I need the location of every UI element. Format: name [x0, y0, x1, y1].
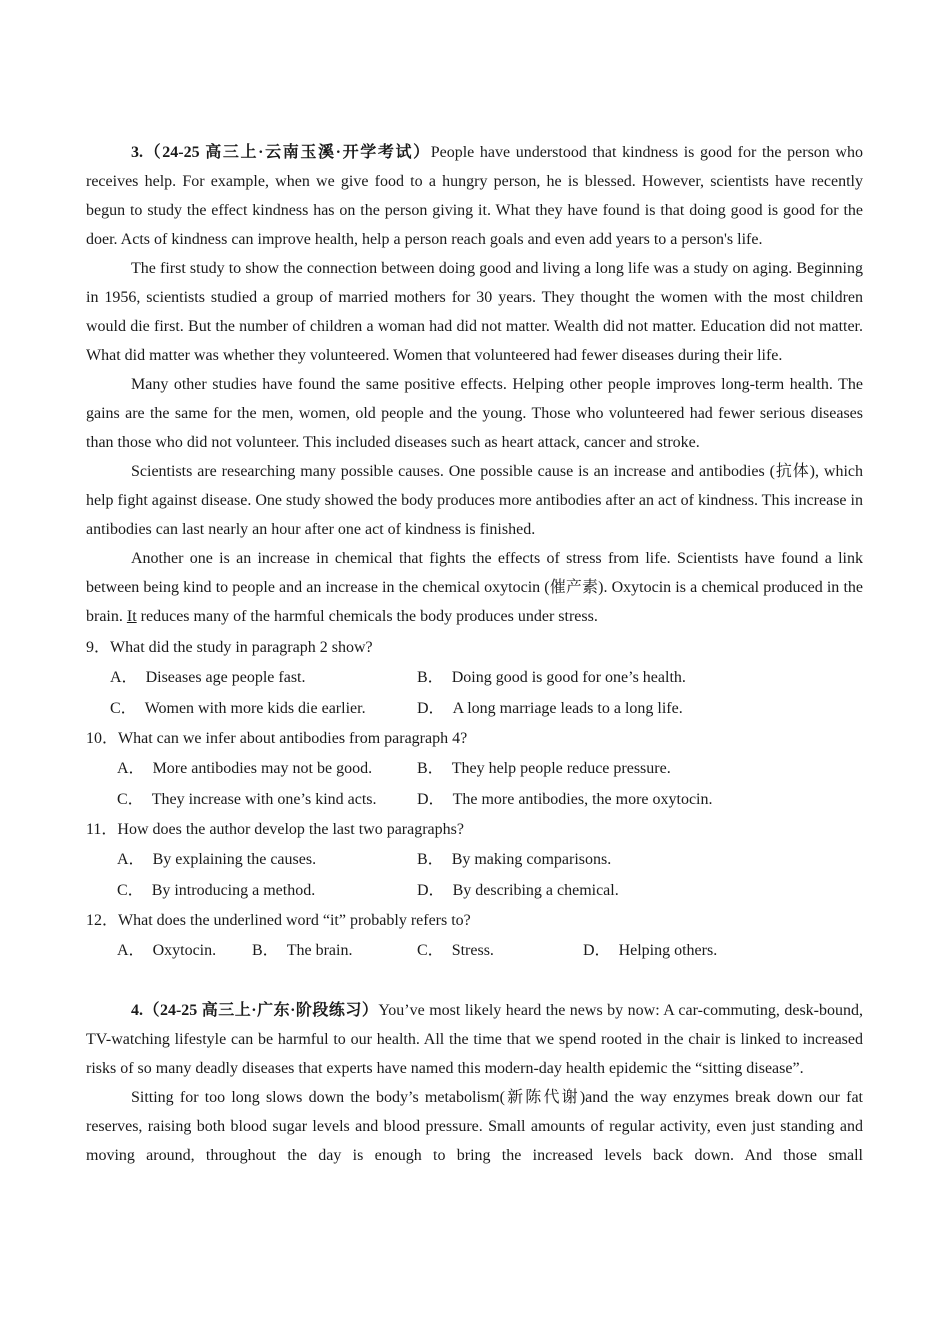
option-letter: D．: [417, 882, 445, 899]
question-number: 9．: [86, 639, 111, 656]
option-letter: B．: [252, 942, 279, 959]
option-letter: B．: [417, 669, 444, 686]
question-stem: [86, 906, 863, 935]
passage3-paragraph-1: [86, 138, 863, 254]
option-text: By introducing a method.: [151, 882, 316, 899]
question-stem: [86, 633, 863, 662]
question-number: 12．: [86, 912, 119, 929]
option-a[interactable]: [110, 662, 306, 693]
option-a[interactable]: [117, 935, 216, 966]
option-text: Stress.: [451, 942, 494, 959]
passage4-paragraph-1: [86, 996, 863, 1083]
passage4-p1-text: You’ve most likely heard the news by now: A car-commuting, desk-bound, TV-watching lifestyle can be harmful to our health. All the time that we spend rooted in the chair is linked to increased risks of so many deadly diseases that experts have named this modern-day health epidemic the “sitting disease”.: [86, 1002, 863, 1077]
question-11: [86, 815, 863, 906]
option-letter: C．: [117, 791, 144, 808]
section-gap: [86, 966, 863, 996]
option-letter: D．: [417, 791, 445, 808]
option-letter: A．: [117, 851, 145, 868]
option-d[interactable]: [417, 784, 713, 815]
options-row: [86, 844, 863, 875]
option-letter: A．: [117, 942, 145, 959]
option-c[interactable]: [117, 784, 377, 815]
option-text: By making comparisons.: [451, 851, 612, 868]
option-b[interactable]: [417, 662, 686, 693]
passage3-p5-before: Another one is an increase in chemical that fights the effects of stress from life. Scientists have found a link between being kind to people and an increase in the chemical oxytocin (催产素). Oxytocin is a chemical produced in the brain.: [86, 550, 863, 625]
passage3-paragraph-5: [86, 544, 863, 631]
option-text: The brain.: [286, 942, 353, 959]
passage3-label: 3.（24-25 高三上·云南玉溪·开学考试）: [131, 144, 431, 161]
passage4-paragraph-2: Sitting for too long slows down the body’s metabolism(新陈代谢)and the way enzymes break down our fat reserves, raising both blood sugar levels and blood pressure. Small amounts of regular activity, even just standing and moving around, throughout the day is enough to bring the increased levels back down. And those small: [86, 1089, 863, 1164]
option-text: Doing good is good for one’s health.: [451, 669, 686, 686]
option-text: Diseases age people fast.: [145, 669, 306, 686]
option-text: By describing a chemical.: [452, 882, 619, 899]
options-row: [86, 693, 863, 724]
passage3-paragraph-3: Many other studies have found the same positive effects. Helping other people improves long-term health. The gains are the same for the men, women, old people and the young. Those who volunteered had fewer serious diseases than those who did not volunteer. This included diseases such as heart attack, cancer and stroke.: [86, 376, 863, 451]
option-letter: B．: [417, 760, 444, 777]
question-number: 11．: [86, 821, 118, 838]
option-text: The more antibodies, the more oxytocin.: [452, 791, 713, 808]
options-row: [86, 753, 863, 784]
passage4-label: 4.（24-25 高三上·广东·阶段练习）: [131, 1002, 379, 1019]
question-number: 10．: [86, 730, 119, 747]
options-row: [86, 935, 863, 966]
option-letter: C．: [117, 882, 144, 899]
document-page: [86, 138, 863, 1170]
question-stem: [86, 724, 863, 753]
option-c[interactable]: [110, 693, 366, 724]
option-text: Women with more kids die earlier.: [144, 700, 366, 717]
option-letter: D．: [417, 700, 445, 717]
option-b[interactable]: [252, 935, 352, 966]
option-c[interactable]: [117, 875, 315, 906]
option-text: Helping others.: [618, 942, 718, 959]
option-text: Oxytocin.: [152, 942, 217, 959]
options-row: [86, 784, 863, 815]
option-d[interactable]: [417, 693, 683, 724]
question-text: What did the study in paragraph 2 show?: [110, 639, 373, 656]
option-letter: C．: [110, 700, 137, 717]
option-text: More antibodies may not be good.: [152, 760, 373, 777]
question-10: [86, 724, 863, 815]
question-12: [86, 906, 863, 966]
option-letter: A．: [117, 760, 145, 777]
question-text: What does the underlined word “it” probably refers to?: [118, 912, 471, 929]
question-9: [86, 633, 863, 724]
options-row: [86, 662, 863, 693]
passage3-p1-text: People have understood that kindness is good for the person who receives help. For example, when we give food to a hungry person, he is blessed. However, scientists have recently begun to study the effect kindness has on the person giving it. What they have found is that doing good is good for the doer. Acts of kindness can improve health, help a person reach goals and even add years to a person's life.: [86, 144, 863, 248]
option-a[interactable]: [117, 753, 372, 784]
option-letter: A．: [110, 669, 138, 686]
option-b[interactable]: [417, 753, 671, 784]
passage3-p5-after: reduces many of the harmful chemicals the body produces under stress.: [136, 608, 598, 625]
option-text: They increase with one’s kind acts.: [151, 791, 377, 808]
option-letter: B．: [417, 851, 444, 868]
underlined-word: It: [126, 608, 137, 625]
options-row: [86, 875, 863, 906]
passage3-paragraph-2: The first study to show the connection between doing good and living a long life was a study on aging. Beginning in 1956, scientists studied a group of married mothers for 30 years. They thought the women with the most children would die first. But the number of children a woman had did not matter. Wealth did not matter. Education did not matter. What did matter was whether they volunteered. Women that volunteered had fewer diseases during their life.: [86, 260, 863, 364]
option-b[interactable]: [417, 844, 611, 875]
passage3-paragraph-4: Scientists are researching many possible causes. One possible cause is an increase and antibodies (抗体), which help fight against disease. One study showed the body produces more antibodies after an act of kindness. This increase in antibodies can last nearly an hour after one act of kindness is finished.: [86, 463, 863, 538]
option-a[interactable]: [117, 844, 316, 875]
question-stem: [86, 815, 863, 844]
option-letter: D．: [583, 942, 611, 959]
question-text: What can we infer about antibodies from paragraph 4?: [118, 730, 468, 747]
option-letter: C．: [417, 942, 444, 959]
option-d[interactable]: [417, 875, 619, 906]
option-d[interactable]: [583, 935, 717, 966]
option-text: They help people reduce pressure.: [451, 760, 671, 777]
option-text: By explaining the causes.: [152, 851, 317, 868]
option-c[interactable]: [417, 935, 494, 966]
option-text: A long marriage leads to a long life.: [452, 700, 683, 717]
question-text: How does the author develop the last two paragraphs?: [117, 821, 464, 838]
